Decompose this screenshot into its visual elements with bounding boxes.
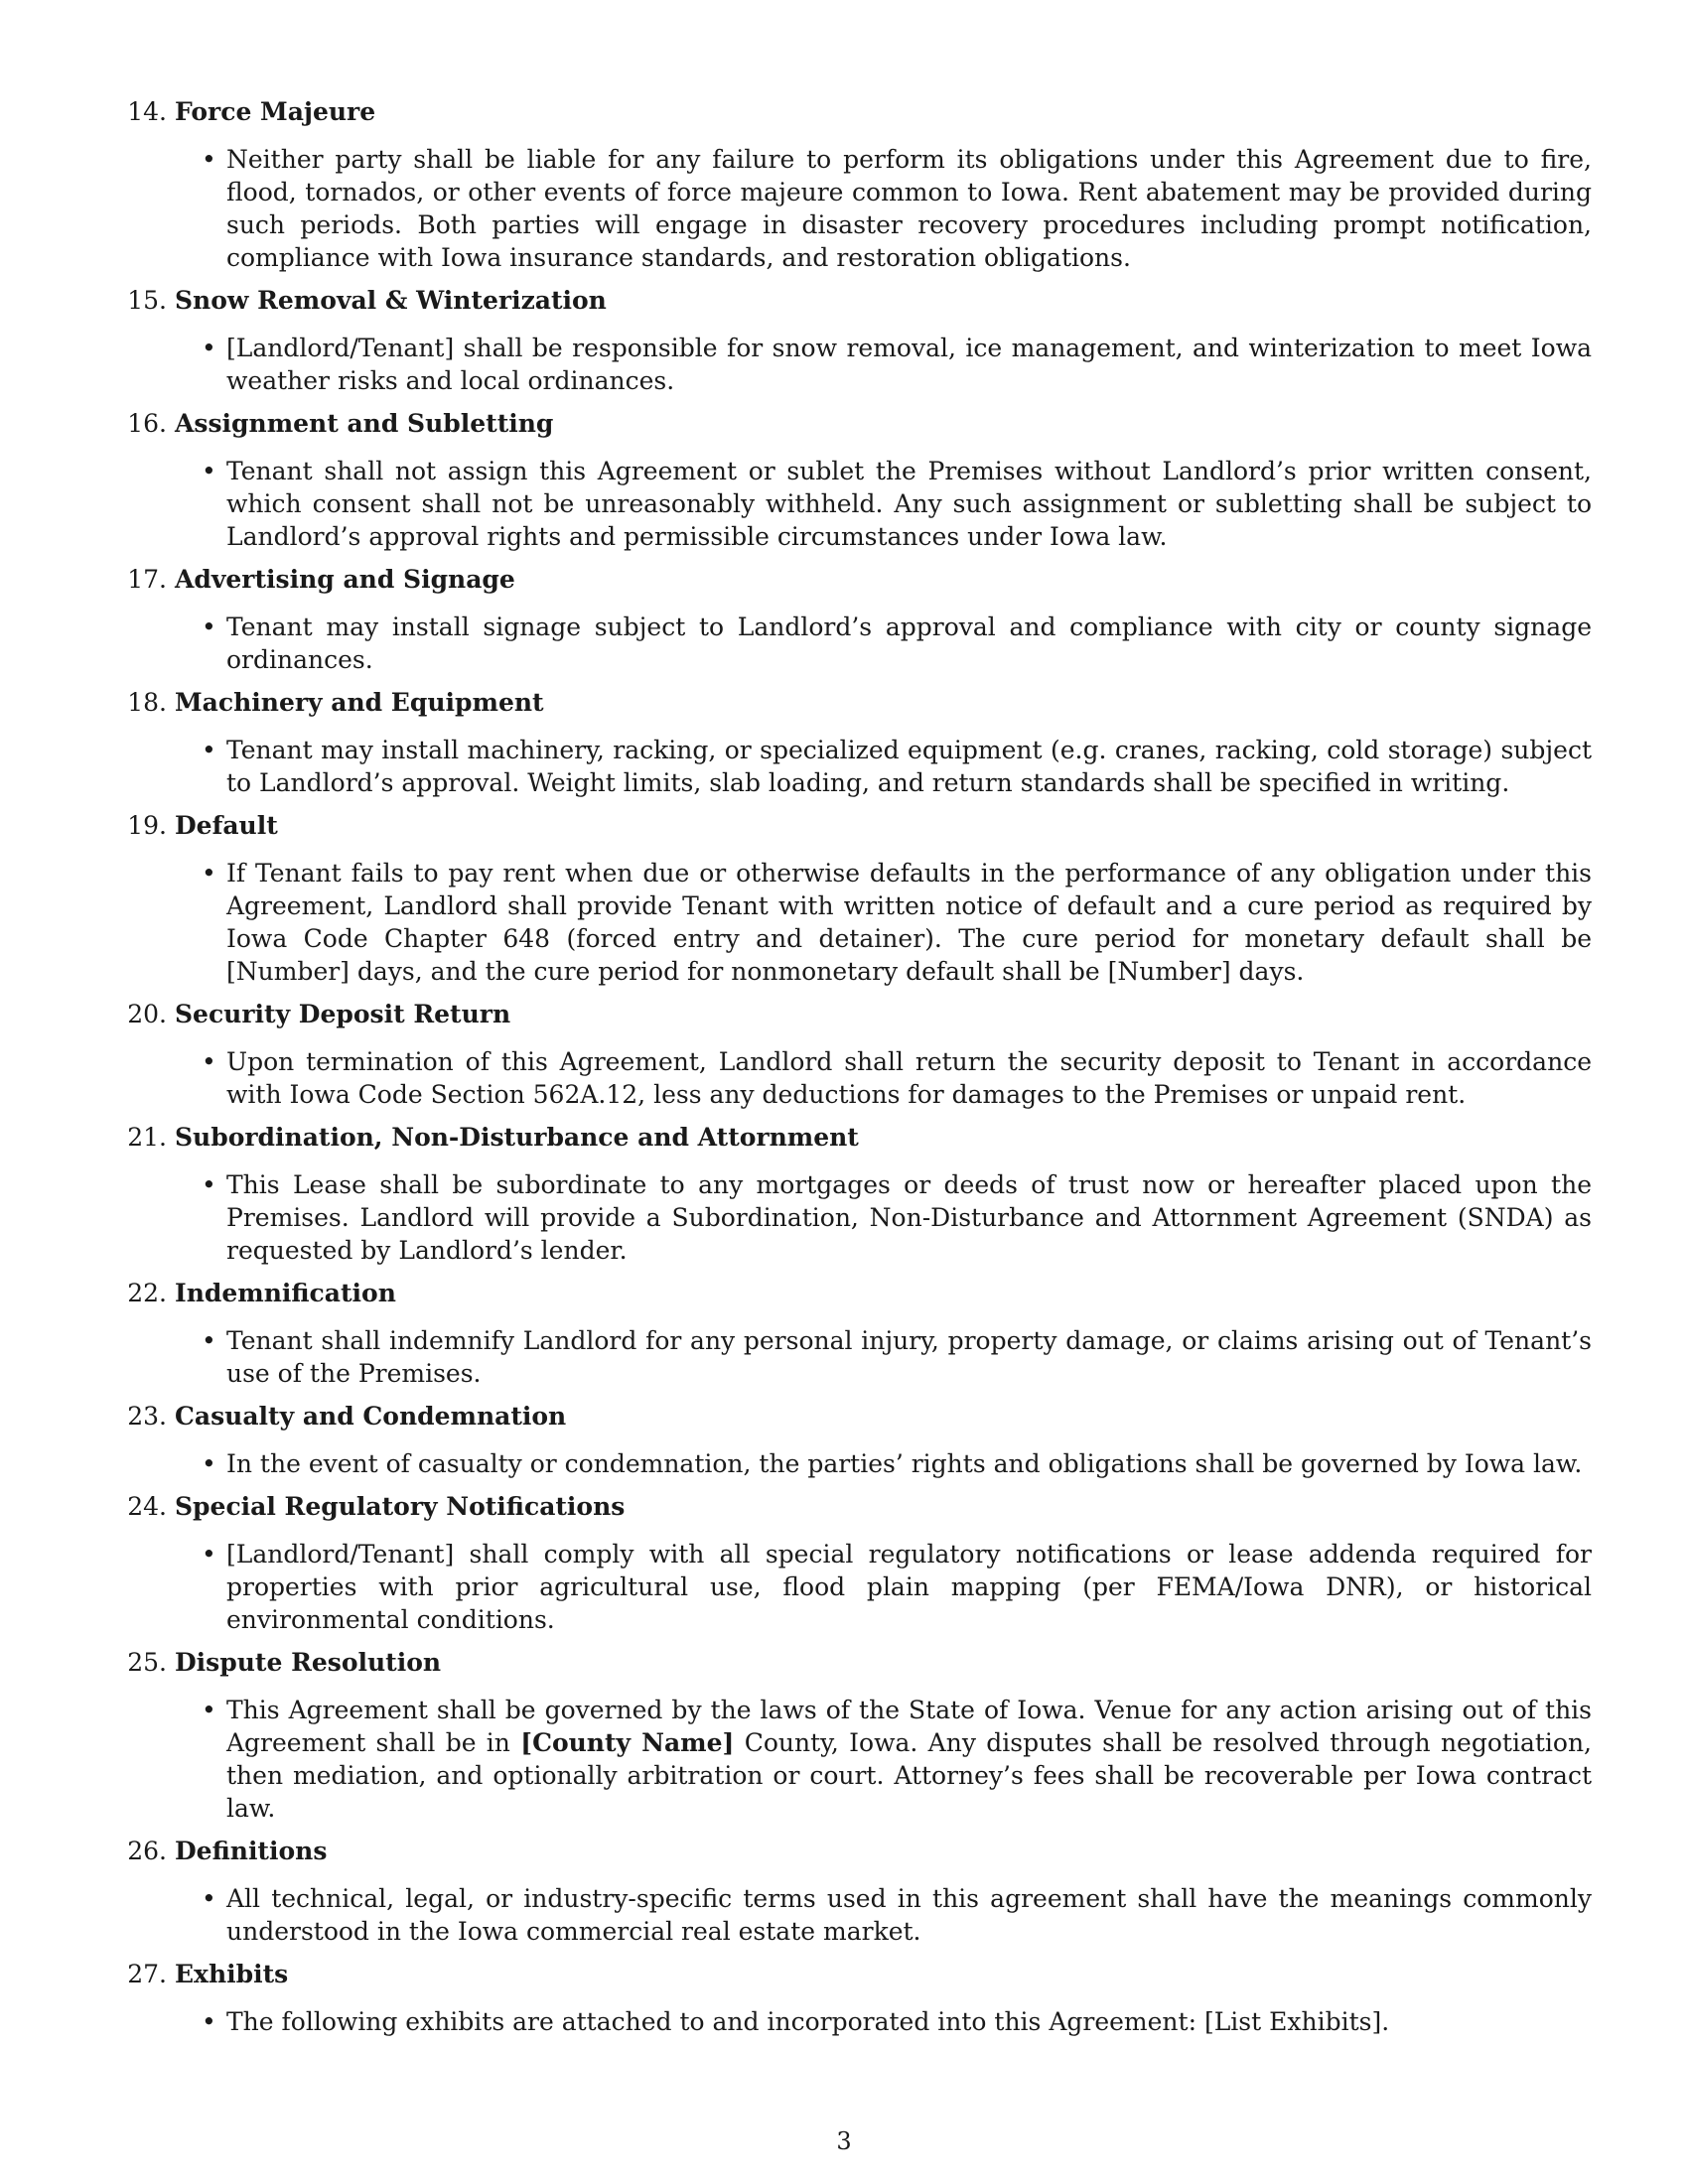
- section-number: 16.: [127, 409, 167, 438]
- bullet-icon: •: [202, 334, 216, 362]
- section-text: Tenant may install signage subject to Landlord’s approval and compliance with city or county signage ordinances.: [226, 613, 1592, 674]
- section-bullet: [202, 734, 1592, 799]
- section-heading: [119, 1490, 1589, 1524]
- section-bullet: [202, 332, 1592, 397]
- section-text-before: This Agreement shall be governed by the laws of the State of Iowa. Venue for any action arising out of this Agreement shall be in: [226, 1696, 1592, 1757]
- section-title: Snow Removal & Winterization: [175, 286, 607, 315]
- section-title: Subordination, Non-Disturbance and Attornment: [175, 1123, 859, 1152]
- lease-sections-list: [119, 95, 1592, 2048]
- section-bullet: [202, 143, 1592, 274]
- section-bullet: [202, 1447, 1592, 1480]
- section-machinery-equipment: [119, 686, 1592, 799]
- bullet-icon: •: [202, 1047, 216, 1076]
- section-subordination: [119, 1121, 1592, 1267]
- bullet-icon: •: [202, 145, 216, 174]
- section-definitions: [119, 1835, 1592, 1948]
- section-text: Tenant shall not assign this Agreement or sublet the Premises without Landlord’s prior written consent, which consent shall not be unreasonably withheld. Any such assignment or subletting shall be subject to Landlord’s approval rights and permissible circumstances under Iowa law.: [226, 457, 1592, 551]
- section-number: 23.: [127, 1402, 167, 1431]
- section-bullet: [202, 857, 1592, 988]
- section-number: 27.: [127, 1960, 167, 1988]
- section-text: [Landlord/Tenant] shall be responsible for snow removal, ice management, and winterization to meet Iowa weather risks and local ordinances.: [226, 334, 1592, 395]
- section-bullet: [202, 611, 1592, 676]
- section-number: 14.: [127, 97, 167, 126]
- section-title: Assignment and Subletting: [175, 409, 554, 438]
- section-casualty-condemnation: [119, 1400, 1589, 1480]
- section-bullet: [202, 1324, 1592, 1390]
- section-number: 21.: [127, 1123, 167, 1152]
- section-bullet: [202, 455, 1592, 553]
- section-bullet: [202, 1538, 1592, 1636]
- section-number: 17.: [127, 565, 167, 594]
- section-force-majeure: [119, 95, 1592, 274]
- section-number: 25.: [127, 1648, 167, 1677]
- bullet-icon: •: [202, 1449, 216, 1478]
- section-text: Tenant shall indemnify Landlord for any personal injury, property damage, or claims arising out of Tenant’s use of the Premises.: [226, 1326, 1592, 1388]
- bullet-icon: •: [202, 1696, 216, 1724]
- section-text: The following exhibits are attached to and incorporated into this Agreement: [List Exhibits].: [226, 2007, 1390, 2036]
- section-number: 20.: [127, 1000, 167, 1028]
- section-text: Upon termination of this Agreement, Landlord shall return the security deposit to Tenant in accordance with Iowa Code Section 562A.12, less any deductions for damages to the Premises or unpaid rent.: [226, 1047, 1592, 1109]
- bullet-icon: •: [202, 1884, 216, 1913]
- bullet-icon: •: [202, 457, 216, 485]
- bullet-icon: •: [202, 1540, 216, 1569]
- section-text: [Landlord/Tenant] shall comply with all special regulatory notifications or lease addenda required for properties with prior agricultural use, flood plain mapping (per FEMA/Iowa DNR), or historical environmental conditions.: [226, 1540, 1592, 1634]
- section-text: In the event of casualty or condemnation, the parties’ rights and obligations shall be governed by Iowa law.: [226, 1449, 1583, 1478]
- county-name-placeholder: [County Name]: [520, 1728, 735, 1757]
- page-number: 3: [836, 2127, 852, 2155]
- section-heading: [119, 1277, 1589, 1310]
- section-heading: [119, 686, 1589, 720]
- section-regulatory-notifications: [119, 1490, 1592, 1636]
- section-bullet: [202, 2005, 1592, 2038]
- section-assignment-subletting: [119, 407, 1592, 553]
- section-heading: [119, 998, 1589, 1031]
- section-bullet: [202, 1882, 1592, 1948]
- section-heading: [119, 1958, 1589, 1991]
- section-bullet: [202, 1045, 1592, 1111]
- section-snow-removal: [119, 284, 1592, 397]
- section-heading: [119, 1835, 1589, 1868]
- section-title: Security Deposit Return: [175, 1000, 511, 1028]
- section-title: Exhibits: [175, 1960, 289, 1988]
- section-heading: [119, 1121, 1589, 1155]
- section-bullet: [202, 1168, 1592, 1267]
- section-title: Special Regulatory Notifications: [175, 1492, 626, 1521]
- section-indemnification: [119, 1277, 1592, 1390]
- section-title: Casualty and Condemnation: [175, 1402, 567, 1431]
- section-title: Machinery and Equipment: [175, 688, 544, 717]
- bullet-icon: •: [202, 2007, 216, 2036]
- section-title: Force Majeure: [175, 97, 376, 126]
- section-title: Advertising and Signage: [175, 565, 515, 594]
- section-number: 24.: [127, 1492, 167, 1521]
- bullet-icon: •: [202, 613, 216, 641]
- section-number: 26.: [127, 1837, 167, 1865]
- section-title: Default: [175, 811, 278, 840]
- section-advertising-signage: [119, 563, 1592, 676]
- section-heading: [119, 563, 1589, 597]
- section-number: 22.: [127, 1279, 167, 1307]
- section-heading: [119, 809, 1589, 843]
- section-exhibits: [119, 1958, 1589, 2038]
- section-number: 19.: [127, 811, 167, 840]
- section-number: 15.: [127, 286, 167, 315]
- section-bullet: [202, 1694, 1592, 1825]
- section-text: If Tenant fails to pay rent when due or otherwise defaults in the performance of any obligation under this Agreement, Landlord shall provide Tenant with written notice of default and a cure period as required by Iowa Code Chapter 648 (forced entry and detainer). The cure period for monetary default shall be [Number] days, and the cure period for nonmonetary default shall be [Number] days.: [226, 859, 1592, 986]
- section-heading: [119, 1646, 1589, 1680]
- section-heading: [119, 284, 1589, 318]
- section-dispute-resolution: [119, 1646, 1592, 1825]
- section-heading: [119, 1400, 1589, 1433]
- bullet-icon: •: [202, 736, 216, 764]
- section-text: Tenant may install machinery, racking, or specialized equipment (e.g. cranes, racking, cold storage) subject to Landlord’s approval. Weight limits, slab loading, and return standards shall be specified in writing.: [226, 736, 1592, 797]
- section-heading: [119, 407, 1589, 441]
- section-text-after: County, Iowa. Any disputes shall be resolved through negotiation, then mediation, and optionally arbitration or court. Attorney’s fees shall be recoverable per Iowa contract law.: [226, 1728, 1592, 1823]
- section-heading: [119, 95, 1589, 129]
- bullet-icon: •: [202, 1170, 216, 1199]
- section-default: [119, 809, 1592, 988]
- section-text: Neither party shall be liable for any failure to perform its obligations under this Agreement due to fire, flood, tornados, or other events of force majeure common to Iowa. Rent abatement may be provided during such periods. Both parties will engage in disaster recovery procedures including prompt notification, compliance with Iowa insurance standards, and restoration obligations.: [226, 145, 1592, 272]
- section-security-deposit-return: [119, 998, 1592, 1111]
- section-title: Definitions: [175, 1837, 328, 1865]
- section-text: This Lease shall be subordinate to any mortgages or deeds of trust now or hereafter placed upon the Premises. Landlord will provide a Subordination, Non-Disturbance and Attornment Agreement (SNDA) as requested by Landlord’s lender.: [226, 1170, 1592, 1265]
- section-text: All technical, legal, or industry-specific terms used in this agreement shall have the meanings commonly understood in the Iowa commercial real estate market.: [226, 1884, 1592, 1946]
- bullet-icon: •: [202, 859, 216, 887]
- section-title: Dispute Resolution: [175, 1648, 442, 1677]
- section-number: 18.: [127, 688, 167, 717]
- bullet-icon: •: [202, 1326, 216, 1355]
- section-title: Indemnification: [175, 1279, 396, 1307]
